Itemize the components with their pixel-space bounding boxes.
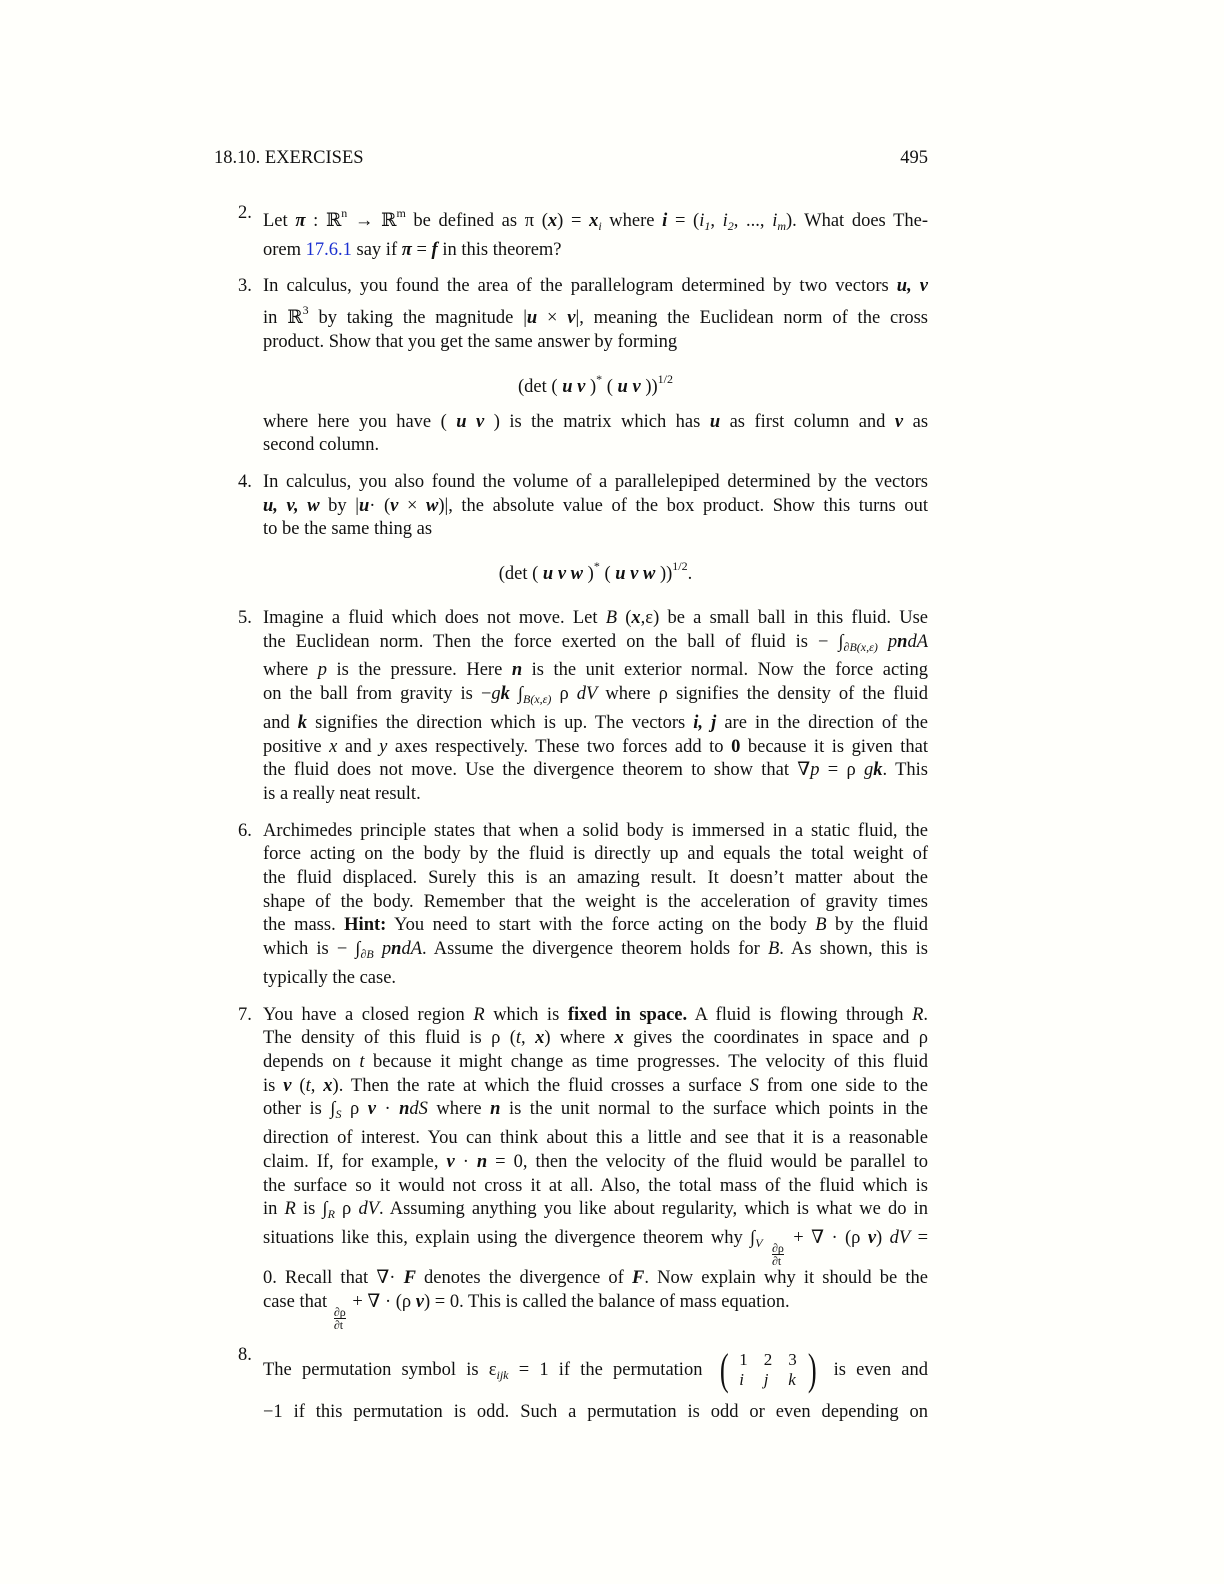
text: (det ( xyxy=(498,564,543,585)
math-symbol: 1/2 xyxy=(657,371,673,386)
numerator: ∂ρ xyxy=(333,1304,346,1319)
math-symbol: u xyxy=(526,308,538,329)
text: the fluid displaced. Surely this is an amazing result. It doesn’t matter about the xyxy=(263,868,928,889)
document-page xyxy=(214,146,928,1437)
math-symbol: v xyxy=(283,1075,292,1096)
math-symbol: i xyxy=(722,211,728,231)
math-symbol: v xyxy=(567,308,576,329)
text-line xyxy=(263,1127,928,1151)
text-line xyxy=(263,1227,928,1267)
text: ) xyxy=(876,1227,890,1248)
text-line xyxy=(263,914,928,938)
text: In calculus, you found the area of the parallelogram determined by two vectors xyxy=(263,276,897,297)
text: = xyxy=(411,239,432,260)
text: is ∫ xyxy=(295,1199,328,1220)
text: ( xyxy=(602,376,618,397)
text: . xyxy=(923,1004,928,1025)
text-line xyxy=(263,1344,928,1401)
text-line xyxy=(263,683,928,712)
text: is xyxy=(263,1075,284,1096)
math-symbol: v xyxy=(630,564,639,585)
text: ( xyxy=(599,564,616,585)
text: axes respectively. These two forces add to xyxy=(387,736,732,757)
text-line xyxy=(263,275,928,299)
math-symbol: ijk xyxy=(496,1367,509,1382)
math-symbol: * xyxy=(593,559,600,574)
text: ) = xyxy=(557,211,590,231)
text: → ℝ xyxy=(347,211,397,231)
text-line xyxy=(263,1027,928,1051)
text: where here you have ( xyxy=(263,411,457,432)
math-symbol: u xyxy=(617,376,628,397)
text-line xyxy=(263,607,928,631)
text-line xyxy=(263,1175,928,1199)
math-symbol: n xyxy=(490,1099,501,1120)
text-line xyxy=(263,1051,928,1075)
text: . As shown, this is xyxy=(779,939,929,960)
text: signifies the direction which is up. The vectors xyxy=(307,712,694,733)
math-symbol: B xyxy=(815,915,827,936)
math-symbol: p xyxy=(887,631,898,652)
text xyxy=(878,632,888,652)
text: depends on xyxy=(263,1051,360,1072)
text: Imagine a fluid which does not move. Let xyxy=(263,608,606,629)
math-symbol: g xyxy=(491,684,501,705)
text: In calculus, you also found the volume of a parallelepiped determined by the vectors xyxy=(263,471,928,492)
text: because it might change as time progresses. The velocity of this fluid xyxy=(364,1051,928,1072)
text: which is xyxy=(484,1004,568,1025)
text-line xyxy=(263,1291,928,1331)
text: × xyxy=(398,495,426,516)
exercise-number: 4. xyxy=(238,471,252,492)
text: ∫ xyxy=(509,684,524,705)
math-symbol: y xyxy=(379,736,388,757)
text: )) xyxy=(655,564,673,585)
exercise-item xyxy=(214,471,928,594)
text: The density of this fluid is ρ ( xyxy=(263,1028,516,1049)
math-symbol: v xyxy=(476,411,485,432)
text-line xyxy=(263,1198,928,1227)
exercise-number: 5. xyxy=(238,608,252,629)
text: orem xyxy=(263,239,306,260)
text: ( xyxy=(617,608,632,629)
math-symbol: dS xyxy=(409,1099,428,1120)
math-symbol: ∂B xyxy=(360,947,374,962)
math-symbol: R xyxy=(327,1207,335,1222)
text: . Assume the divergence theorem holds for xyxy=(422,939,768,960)
text: , xyxy=(310,1075,324,1096)
math-symbol: dV xyxy=(358,1199,379,1220)
math-symbol: 1/2 xyxy=(672,559,688,574)
math-symbol: π xyxy=(295,211,306,231)
math-symbol: B xyxy=(767,939,780,960)
math-symbol: v xyxy=(367,1099,376,1120)
text: , xyxy=(710,211,723,231)
text: force acting on the body by the fluid is directly up and equals the total weight of xyxy=(263,844,928,865)
math-symbol: x xyxy=(323,1075,333,1096)
text: ) where xyxy=(544,1028,615,1049)
text: as xyxy=(903,411,929,432)
text: the fluid does not move. Use the divergence theorem to show that ∇ xyxy=(263,760,811,781)
text: by taking the magnitude | xyxy=(308,308,527,329)
text: case that xyxy=(263,1291,332,1312)
text: as first column and xyxy=(720,411,895,432)
text-line xyxy=(263,1004,928,1028)
text: ) = 0. This is called the balance of mass equation. xyxy=(424,1291,790,1312)
math-symbol: S xyxy=(335,1107,342,1122)
math-symbol: t xyxy=(359,1051,365,1072)
text-line xyxy=(263,471,928,495)
theorem-link[interactable]: 17.6.1 xyxy=(305,239,352,260)
text-line xyxy=(263,891,928,915)
math-symbol: dA xyxy=(401,939,423,960)
text: + ∇ · (ρ xyxy=(347,1291,416,1312)
math-symbol: V xyxy=(755,1235,763,1250)
text: × xyxy=(537,308,568,329)
bold-text: Hint: xyxy=(344,915,387,936)
exercise-number: 7. xyxy=(238,1004,252,1025)
text: is the unit normal to the surface which points in the xyxy=(500,1099,929,1120)
right-paren: ) xyxy=(807,1345,817,1395)
math-symbol: w xyxy=(425,495,439,516)
text: ) is the matrix which has xyxy=(484,411,710,432)
text-line xyxy=(263,434,928,458)
math-symbol: x xyxy=(329,736,338,757)
exercise-item xyxy=(214,1344,928,1425)
exercise-item xyxy=(214,275,928,458)
permutation-matrix xyxy=(717,1345,820,1395)
text: situations like this, explain using the divergence theorem why ∫ xyxy=(263,1227,756,1248)
text: · xyxy=(375,1099,400,1120)
math-symbol: B xyxy=(605,608,618,629)
text: ρ xyxy=(551,684,577,705)
text: You need to start with the force acting on the body xyxy=(386,915,816,936)
math-symbol: i xyxy=(598,219,602,233)
text: denotes the divergence of xyxy=(415,1267,632,1288)
text: the surface so it would not cross it at all. Also, the total mass of the fluid which is xyxy=(263,1175,928,1196)
text: which is − ∫ xyxy=(263,939,361,960)
text: You have a closed region xyxy=(263,1004,474,1025)
text: where ρ signifies the density of the fluid xyxy=(597,684,929,705)
math-symbol: n xyxy=(511,660,523,681)
text: = ρ xyxy=(819,760,865,781)
text: · ( xyxy=(369,495,391,516)
section-title: 18.10. EXERCISES xyxy=(214,148,364,168)
math-symbol: F xyxy=(632,1267,645,1288)
text: = 1 if the permutation xyxy=(508,1359,713,1380)
exercise-number: 2. xyxy=(238,203,252,223)
math-symbol: dA xyxy=(907,631,929,652)
math-symbol: v xyxy=(446,1151,455,1172)
text: ) xyxy=(585,376,597,397)
exercise-item xyxy=(214,1004,928,1331)
math-symbol: v xyxy=(894,411,904,432)
text: . Now explain why it should be the xyxy=(644,1267,928,1288)
text-line xyxy=(263,1151,928,1175)
text-line xyxy=(263,867,928,891)
math-symbol: u xyxy=(542,564,554,585)
text: the mass. xyxy=(263,915,345,936)
text: A fluid is flowing through xyxy=(687,1004,913,1025)
math-symbol: t xyxy=(305,1075,311,1096)
math-symbol: k xyxy=(873,760,883,781)
math-symbol: u xyxy=(615,564,626,585)
exercise-item xyxy=(214,202,928,262)
text: . Assuming anything you like about regularity, which is what we do in xyxy=(379,1199,929,1220)
text: are in the direction of the xyxy=(716,712,929,733)
math-symbol: dV xyxy=(889,1227,911,1248)
text-line xyxy=(263,331,928,355)
math-symbol: x xyxy=(589,211,599,231)
text-line xyxy=(263,411,928,435)
text-line xyxy=(263,967,928,991)
text: , ..., xyxy=(733,211,773,231)
text: )|, the absolute value of the box product. Show this turns out xyxy=(438,495,928,516)
math-symbol: g xyxy=(864,760,874,781)
text xyxy=(467,412,476,432)
math-symbol: i, j xyxy=(693,712,717,733)
text: in xyxy=(263,1199,285,1220)
text: where xyxy=(427,1099,491,1120)
text: (det ( xyxy=(518,376,563,397)
math-symbol: p xyxy=(810,760,820,781)
math-symbol: u xyxy=(456,411,467,432)
math-symbol: m xyxy=(777,219,787,233)
math-symbol: m xyxy=(396,206,406,220)
text: where xyxy=(263,660,318,681)
bold-text: fixed in space. xyxy=(567,1004,688,1025)
text-line xyxy=(263,495,928,519)
math-symbol: n xyxy=(341,206,348,220)
text: Archimedes principle states that when a solid body is immersed in a static fluid, the xyxy=(263,820,928,841)
matrix-cell: 1 xyxy=(739,1350,748,1370)
exercise-number: 3. xyxy=(238,276,252,297)
math-symbol: v xyxy=(867,1227,877,1248)
text-line xyxy=(263,843,928,867)
text: is a really neat result. xyxy=(263,783,421,804)
denominator: ∂t xyxy=(771,1253,782,1268)
fraction xyxy=(334,1306,346,1331)
text-line xyxy=(263,736,928,760)
text-line xyxy=(263,659,928,683)
math-symbol: u, v xyxy=(896,276,929,297)
text: because it is given that xyxy=(740,736,928,757)
math-symbol: u, v, w xyxy=(263,495,320,516)
math-symbol: i xyxy=(662,211,668,231)
matrix-cell: j xyxy=(763,1370,769,1390)
text: · xyxy=(454,1151,477,1172)
math-symbol: k xyxy=(500,684,510,705)
math-symbol: B(x,ε) xyxy=(523,692,552,707)
text: is the pressure. Here xyxy=(326,660,512,681)
text: ) xyxy=(583,564,594,585)
text-line xyxy=(263,1267,928,1291)
math-symbol: R xyxy=(473,1004,485,1025)
matrix-cell: 3 xyxy=(788,1350,797,1370)
math-symbol: f xyxy=(431,239,438,260)
text: ,ε) be a small ball in this fluid. Use xyxy=(640,608,928,629)
text-line xyxy=(263,518,928,542)
math-symbol: n xyxy=(391,939,402,960)
text-line xyxy=(263,299,928,331)
text: by the fluid xyxy=(826,915,928,936)
math-symbol: n xyxy=(399,1099,410,1120)
text: from one side to the xyxy=(758,1075,928,1096)
text: = 0, then the velocity of the fluid would be parallel to xyxy=(487,1151,928,1172)
matrix-cell: 2 xyxy=(763,1350,773,1370)
text: gives the coordinates in space and ρ xyxy=(623,1028,929,1049)
fraction xyxy=(772,1242,784,1267)
text: 0. Recall that ∇· xyxy=(263,1267,404,1288)
math-symbol: S xyxy=(749,1075,759,1096)
text: . xyxy=(687,564,693,585)
text: to be the same thing as xyxy=(263,519,433,540)
math-symbol: p xyxy=(317,660,327,681)
text: = ( xyxy=(667,211,700,231)
math-symbol: x xyxy=(535,1028,545,1049)
text: by | xyxy=(319,495,359,516)
text: positive xyxy=(263,736,330,757)
text-line xyxy=(263,759,928,783)
text-line xyxy=(263,239,928,263)
math-symbol: t xyxy=(515,1028,522,1049)
math-symbol: v xyxy=(415,1291,424,1312)
text: )) xyxy=(640,376,658,397)
math-symbol: u xyxy=(358,495,370,516)
math-symbol: x xyxy=(547,211,558,231)
math-symbol: 1 xyxy=(704,219,711,233)
math-symbol: u xyxy=(709,411,721,432)
math-symbol: F xyxy=(403,1267,416,1288)
text-line xyxy=(263,938,928,967)
math-symbol: n xyxy=(476,1151,488,1172)
text: other is ∫ xyxy=(263,1099,336,1120)
bold-text: 0 xyxy=(731,736,741,757)
text-line xyxy=(263,1401,928,1425)
text: ρ xyxy=(341,1099,368,1120)
text: product. Show that you get the same answer by forming xyxy=(263,331,678,352)
math-symbol: R xyxy=(284,1199,296,1220)
text: ( xyxy=(291,1075,306,1096)
text: : ℝ xyxy=(305,211,342,231)
math-symbol: i xyxy=(699,211,705,231)
text-line xyxy=(263,1098,928,1127)
math-symbol: R xyxy=(912,1004,924,1025)
text: say if xyxy=(351,239,402,260)
math-symbol: v xyxy=(557,564,567,585)
text: typically the case. xyxy=(263,967,397,988)
text: claim. If, for example, xyxy=(263,1151,447,1172)
text: The permutation symbol is ε xyxy=(263,1359,497,1380)
exercise-item xyxy=(214,607,928,807)
math-symbol: k xyxy=(297,712,308,733)
matrix-cell: i xyxy=(739,1370,745,1390)
math-symbol: dV xyxy=(576,684,598,705)
text: be defined as π ( xyxy=(405,211,548,231)
text: and xyxy=(263,712,298,733)
text-line xyxy=(263,1075,928,1099)
text: is the unit exterior normal. Now the force acting xyxy=(522,660,928,681)
math-symbol: 3 xyxy=(302,303,309,318)
text-line xyxy=(263,783,928,807)
text-line xyxy=(263,631,928,660)
text: −1 if this permutation is odd. Such a permutation is odd or even depending on xyxy=(263,1401,928,1422)
text: + ∇ · (ρ xyxy=(785,1227,868,1248)
math-symbol: u xyxy=(562,376,573,397)
text: , xyxy=(521,1028,536,1049)
text: on the ball from gravity is − xyxy=(263,684,492,705)
math-symbol: v xyxy=(632,376,641,397)
text: Let xyxy=(263,211,296,231)
exercise-number: 6. xyxy=(238,820,252,841)
text: is even and xyxy=(823,1359,928,1380)
denominator: ∂t xyxy=(333,1317,344,1332)
text-line xyxy=(263,712,928,736)
math-symbol: x xyxy=(631,608,641,629)
exercise-number: 8. xyxy=(238,1344,252,1365)
text: |, meaning the Euclidean norm of the cross xyxy=(575,308,929,329)
exercise-list xyxy=(214,202,928,1424)
display-formula xyxy=(263,546,928,594)
text-line xyxy=(263,202,928,239)
math-symbol: n xyxy=(897,631,908,652)
math-symbol: 2 xyxy=(727,219,734,233)
math-symbol: w xyxy=(643,564,656,585)
math-symbol: v xyxy=(390,495,399,516)
text xyxy=(374,939,382,959)
text xyxy=(763,1228,770,1248)
text: in this theorem? xyxy=(437,239,562,260)
text: . This xyxy=(882,760,928,781)
exercise-item xyxy=(214,820,928,991)
math-symbol: v xyxy=(577,376,586,397)
text: direction of interest. You can think about this a little and see that it is a reasonable xyxy=(263,1128,928,1149)
text: the Euclidean norm. Then the force exerted on the ball of fluid is − ∫ xyxy=(263,631,844,652)
text: in ℝ xyxy=(263,308,303,329)
math-symbol: x xyxy=(614,1028,624,1049)
text: ρ xyxy=(334,1199,359,1220)
display-formula xyxy=(263,359,928,407)
math-symbol: i xyxy=(772,211,778,231)
math-symbol: π xyxy=(401,239,412,260)
math-symbol: w xyxy=(570,564,584,585)
text: second column. xyxy=(263,435,380,456)
text: ). What does The- xyxy=(786,211,928,231)
numerator: ∂ρ xyxy=(771,1240,784,1255)
text: and xyxy=(337,736,380,757)
page-number: 495 xyxy=(900,148,928,168)
math-symbol: p xyxy=(381,939,392,960)
text: shape of the body. Remember that the weight is the acceleration of gravity times xyxy=(263,891,928,912)
math-symbol: ∂B(x,ε) xyxy=(843,639,878,654)
text: ). Then the rate at which the fluid crosses a surface xyxy=(332,1075,750,1096)
left-paren: ( xyxy=(719,1345,729,1395)
running-header xyxy=(214,146,928,170)
text-line xyxy=(263,820,928,844)
matrix-cell: k xyxy=(788,1370,796,1390)
math-symbol: * xyxy=(596,371,603,386)
text: = xyxy=(910,1227,929,1248)
text: where xyxy=(601,211,663,231)
